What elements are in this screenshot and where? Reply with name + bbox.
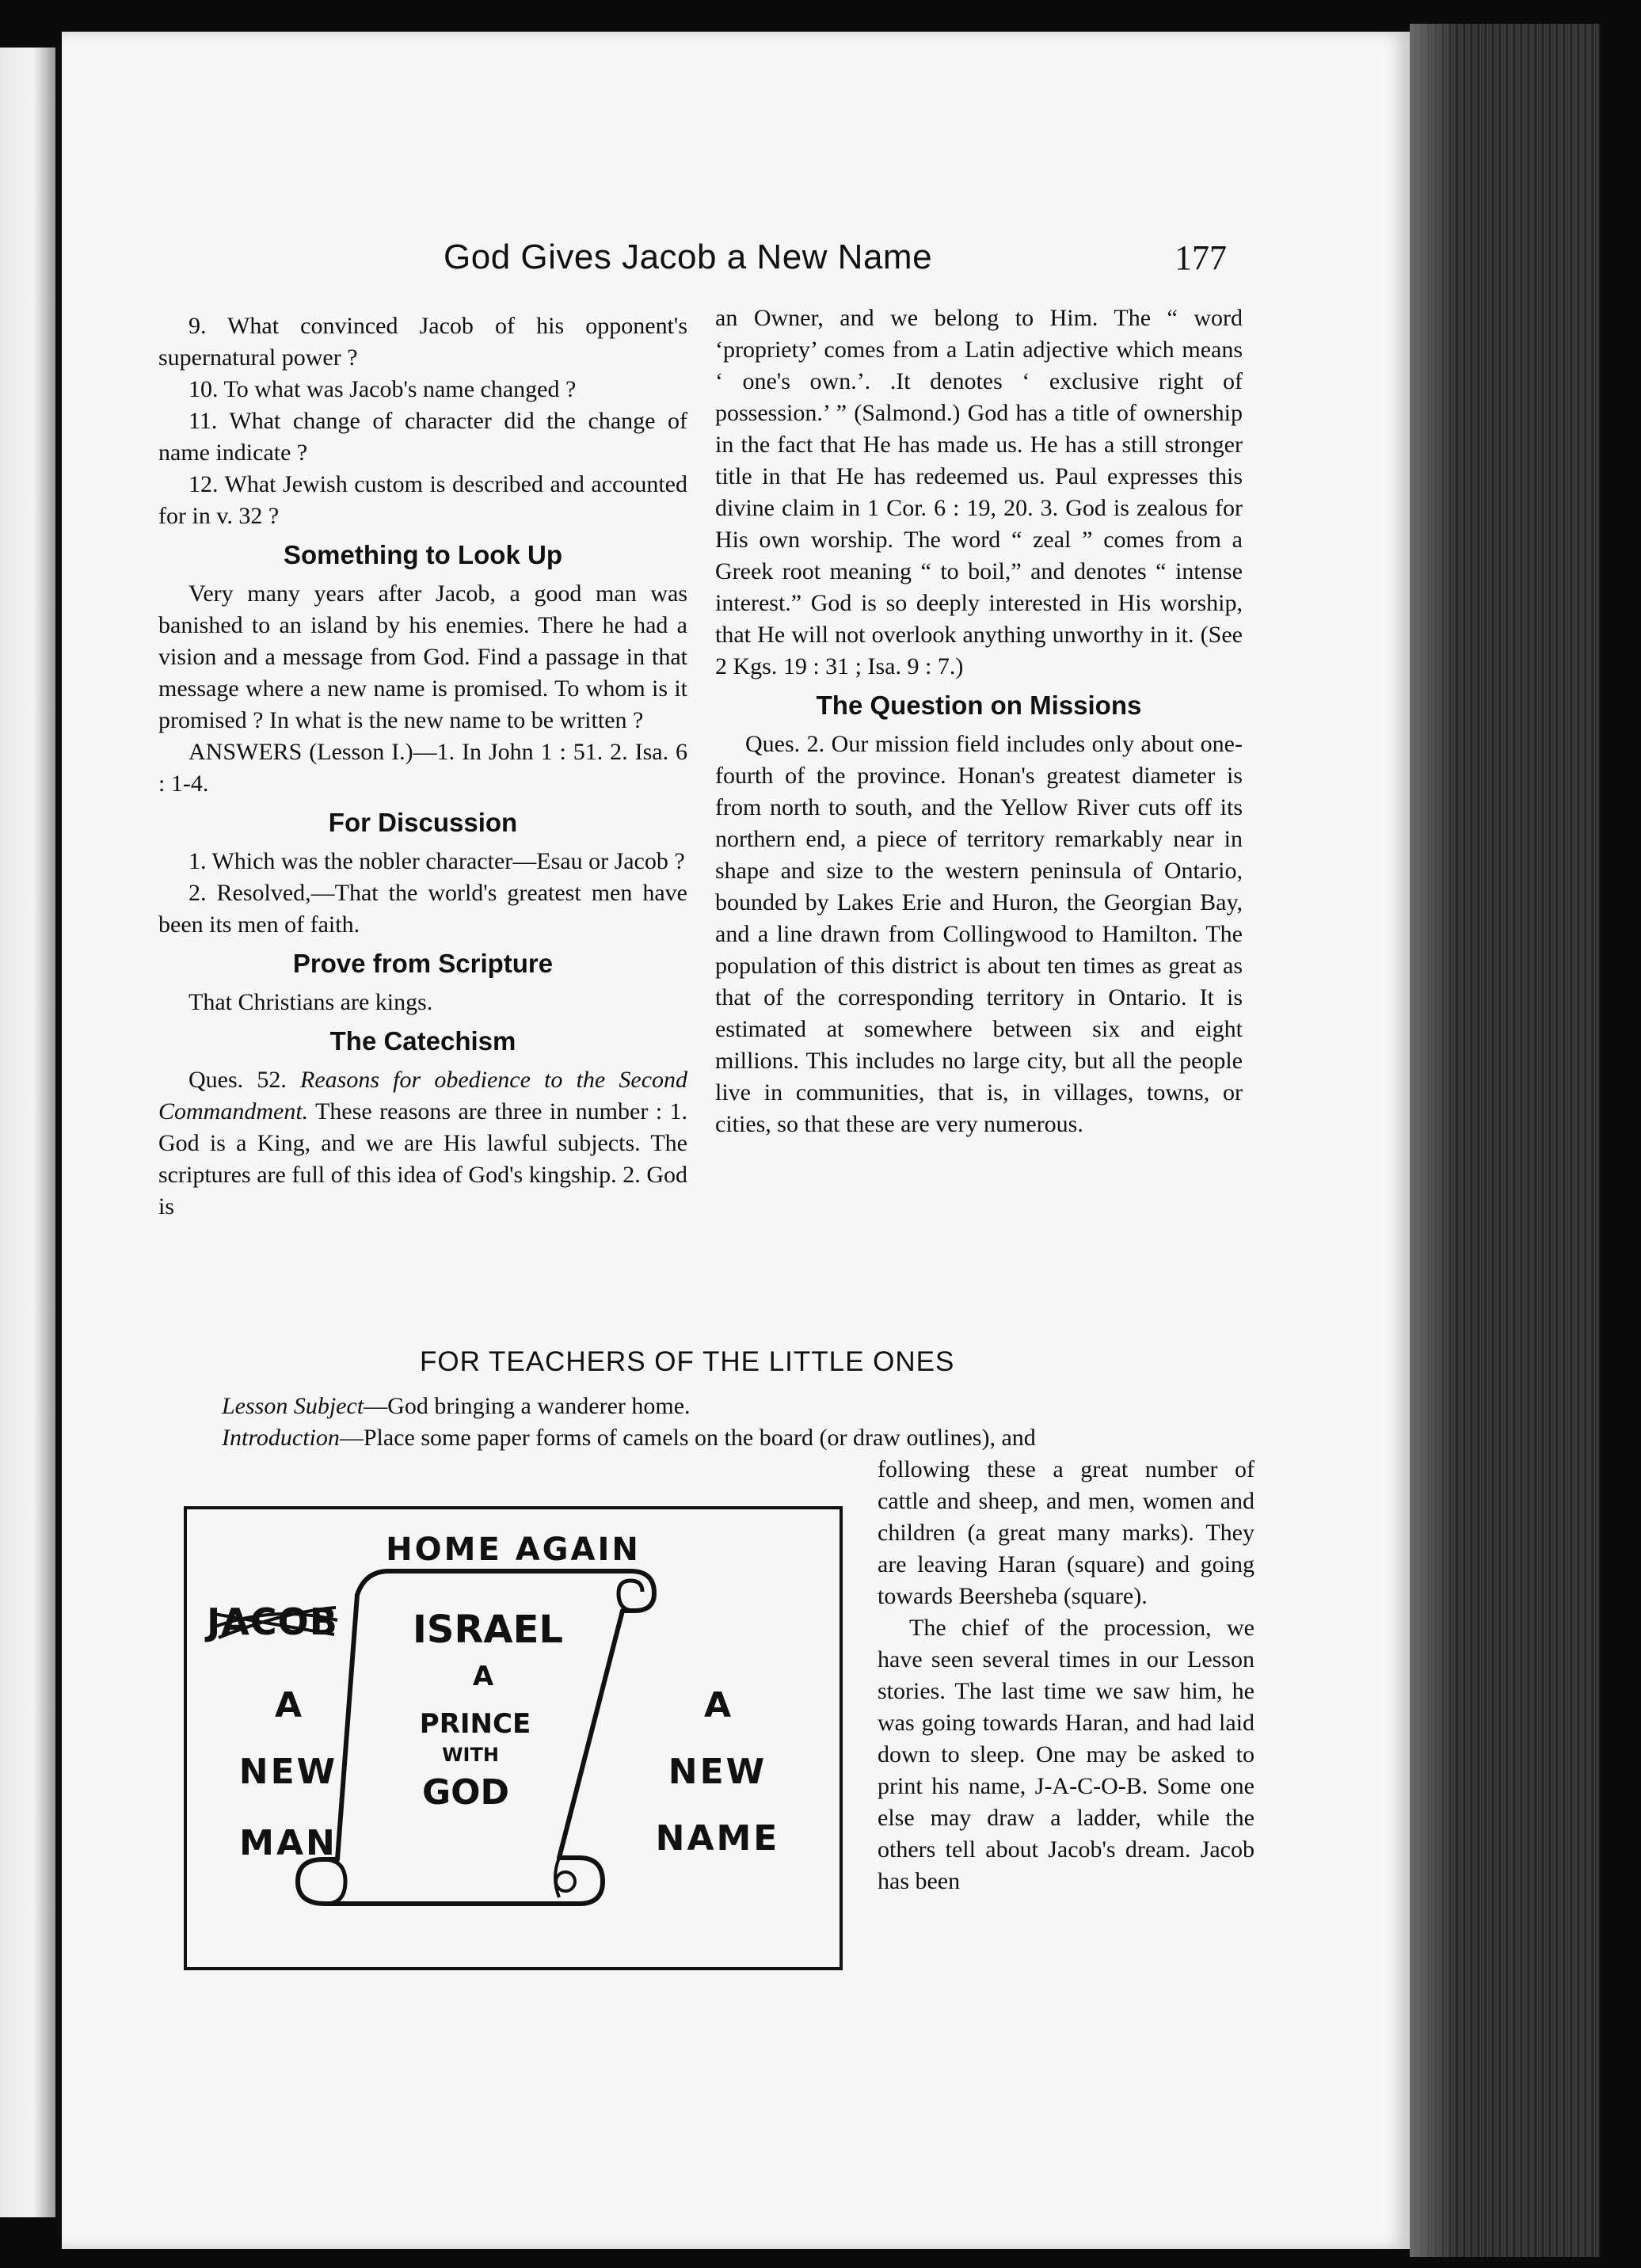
introduction-label: Introduction [222, 1425, 340, 1451]
missions-text: Ques. 2. Our mission field includes only about one-fourth of the province. Honan's greatest diameter is from north to south, and the Yellow River cuts off its northern end, a piece of territory remarkably near in shape and size to the western peninsula of Ontario, bounded by Lakes Erie and Huron, the Georgian Bay, and a line drawn from Collingwood to Hamilton. The population of this district is about ten times as great as that of the corresponding territory in Ontario. It is estimated at somewhere between six and eight millions. This includes no large city, but all the people live in communities, that is, in villages, towns, or cities, so that these are very numerous. [715, 731, 1243, 1137]
catechism-lead: Ques. 52. [188, 1067, 287, 1093]
catechism-text [158, 1064, 687, 1223]
question-9: 9. What convinced Jacob of his opponent's supernatural power ? [158, 313, 687, 371]
right-line-1: A [703, 1685, 732, 1726]
question-11: 11. What change of character did the change of name indicate ? [158, 408, 687, 466]
prove-text: That Christians are kings. [188, 989, 433, 1015]
question-10: 10. To what was Jacob's name changed ? [188, 376, 577, 402]
catechism-body: These reasons are three in number : 1. God is a King, and we are His lawful subjects. The scriptures are full of this idea of God's kingship. 2. God is [158, 1098, 687, 1220]
facing-page-edge [0, 48, 55, 2217]
scroll-line-1: ISRAEL [413, 1608, 563, 1652]
introduction-text: —Place some paper forms of camels on the board (or draw outlines), and [339, 1425, 1036, 1451]
look-up-text: Very many years after Jacob, a good man was banished to an island by his enemies. There he had a vision and a message from God. Find a passage in that message where a new name is promised. To whom is it promised ? In what is the new name to be written ? [158, 580, 687, 733]
teachers-narrow-column [878, 1454, 1255, 1897]
chief-text: The chief of the procession, we have seen several times in our Lesson stories. The last time we saw him, he was going towards Haran, and had laid down to sleep. One may be asked to print his name, J-A-C-O-B. Some one else may draw a ladder, while the others tell about Jacob's dream. Jacob has been [878, 1615, 1255, 1894]
blackboard-drawing [187, 1509, 840, 1967]
scroll-line-5: GOD [421, 1772, 510, 1813]
left-line-3: MAN [239, 1823, 337, 1863]
teachers-section-title: FOR TEACHERS OF THE LITTLE ONES [420, 1346, 955, 1377]
blackboard-top-text: HOME AGAIN [386, 1532, 641, 1568]
question-12: 12. What Jewish custom is described and accounted for in v. 32 ? [158, 471, 687, 529]
procession-text: following these a great number of cattle and sheep, and men, women and children (a great many marks). They are leaving Haran (square) and going towards Beersheba (square). [878, 1456, 1255, 1609]
running-head-title: God Gives Jacob a New Name [444, 238, 933, 276]
scroll-line-3: PRINCE [419, 1708, 531, 1740]
look-up-heading: Something to Look Up [284, 540, 562, 569]
teachers-intro [158, 1391, 1251, 1454]
lesson-subject [158, 1391, 1251, 1422]
page-fore-edge [1410, 24, 1600, 2257]
scroll-line-4: WITH [442, 1744, 499, 1766]
discussion-heading: For Discussion [328, 808, 518, 837]
left-column [158, 310, 687, 1223]
right-line-3: NAME [655, 1818, 780, 1859]
catechism-italic: Reasons for obedience to the Second Commandment. [158, 1067, 688, 1124]
catechism-heading: The Catechism [329, 1026, 516, 1056]
lesson-subject-label: Lesson Subject [222, 1393, 364, 1419]
catechism-continuation: an Owner, and we belong to Him. The “ word ‘propriety’ comes from a Latin adjective which means ‘ one's own.’. .It denotes ‘ exclusive right of possession.’ ” (Salmond.) God has a title of ownership in the fact that He has made us. He has a still stronger title in that He has redeemed us. Paul expresses this divine claim in 1 Cor. 6 : 19, 20. 3. God is zealous for His own worship. The word “ zeal ” comes from a Greek root meaning “ to boil,” and denotes “ intense interest.” God is so deeply interested in His worship, that He will not overlook anything unworthy in it. (See 2 Kgs. 19 : 31 ; Isa. 9 : 7.) [715, 305, 1243, 679]
page-number: 177 [1175, 238, 1227, 277]
missions-heading: The Question on Missions [816, 691, 1142, 720]
blackboard-crossed-name: JACOB [207, 1600, 338, 1643]
discussion-item-2: 2. Resolved,—That the world's greatest men have been its men of faith. [158, 880, 687, 938]
answers-text: ANSWERS (Lesson I.)—1. In John 1 : 51. 2. Isa. 6 : 1-4. [158, 739, 687, 797]
introduction [158, 1422, 1251, 1454]
blackboard-illustration [184, 1506, 843, 1970]
left-line-1: A [274, 1685, 303, 1726]
discussion-item-1: 1. Which was the nobler character—Esau or Jacob ? [188, 848, 685, 874]
right-line-2: NEW [668, 1752, 767, 1792]
scroll-line-2: A [472, 1661, 494, 1692]
prove-heading: Prove from Scripture [292, 949, 554, 978]
right-column [715, 303, 1243, 1140]
left-line-2: NEW [238, 1752, 338, 1792]
lesson-subject-text: —God bringing a wanderer home. [364, 1393, 691, 1419]
